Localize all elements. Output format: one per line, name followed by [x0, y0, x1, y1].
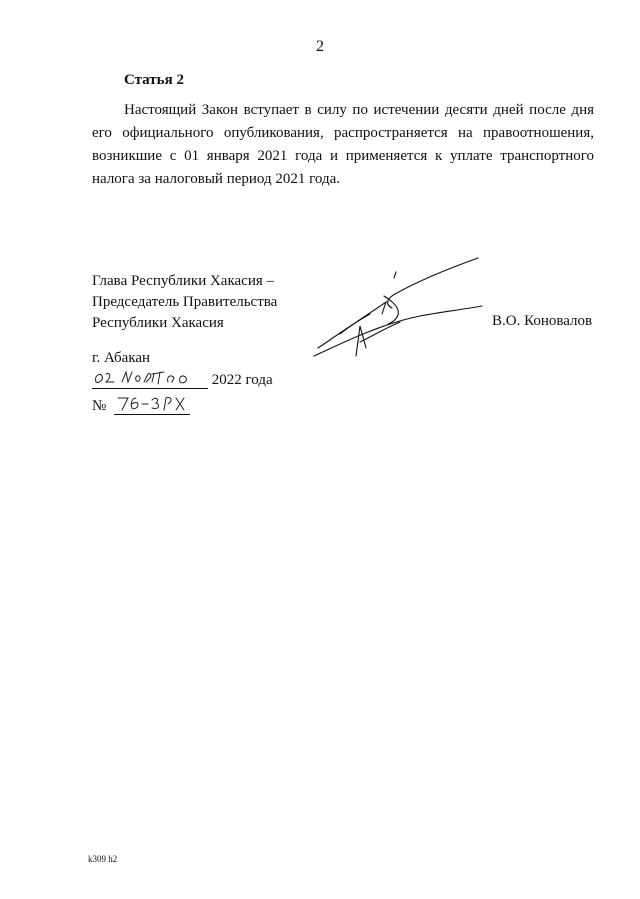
page-number: 2: [316, 38, 324, 55]
article-body: [92, 99, 594, 191]
signer-title: [92, 271, 277, 334]
signer-title-line: Председатель Правительства: [92, 294, 278, 310]
signer-name: В.О. Коновалов: [492, 313, 593, 329]
number-sign: №: [92, 398, 107, 414]
signer-title-line: Республики Хакасия: [92, 315, 224, 331]
law-number: [92, 396, 190, 415]
footer-code: k309 h2: [88, 854, 118, 864]
handwritten-signature: [300, 252, 500, 364]
place: г. Абакан: [92, 350, 151, 366]
date-year: 2022 года: [211, 372, 273, 388]
handwritten-law-number: [114, 396, 190, 415]
article-heading: Статья 2: [124, 72, 184, 88]
signing-date: [92, 370, 273, 389]
handwritten-date: [92, 370, 208, 389]
article-paragraph: Настоящий Закон вступает в силу по истечении десяти дней после дня его официального опубликования, распространяется на правоотношения, возникшие с 01 января 2021 года и применяется к уплате транспортного налога за налоговый период 2021 года.: [92, 102, 594, 187]
signer-title-line: Глава Республики Хакасия –: [92, 273, 275, 289]
